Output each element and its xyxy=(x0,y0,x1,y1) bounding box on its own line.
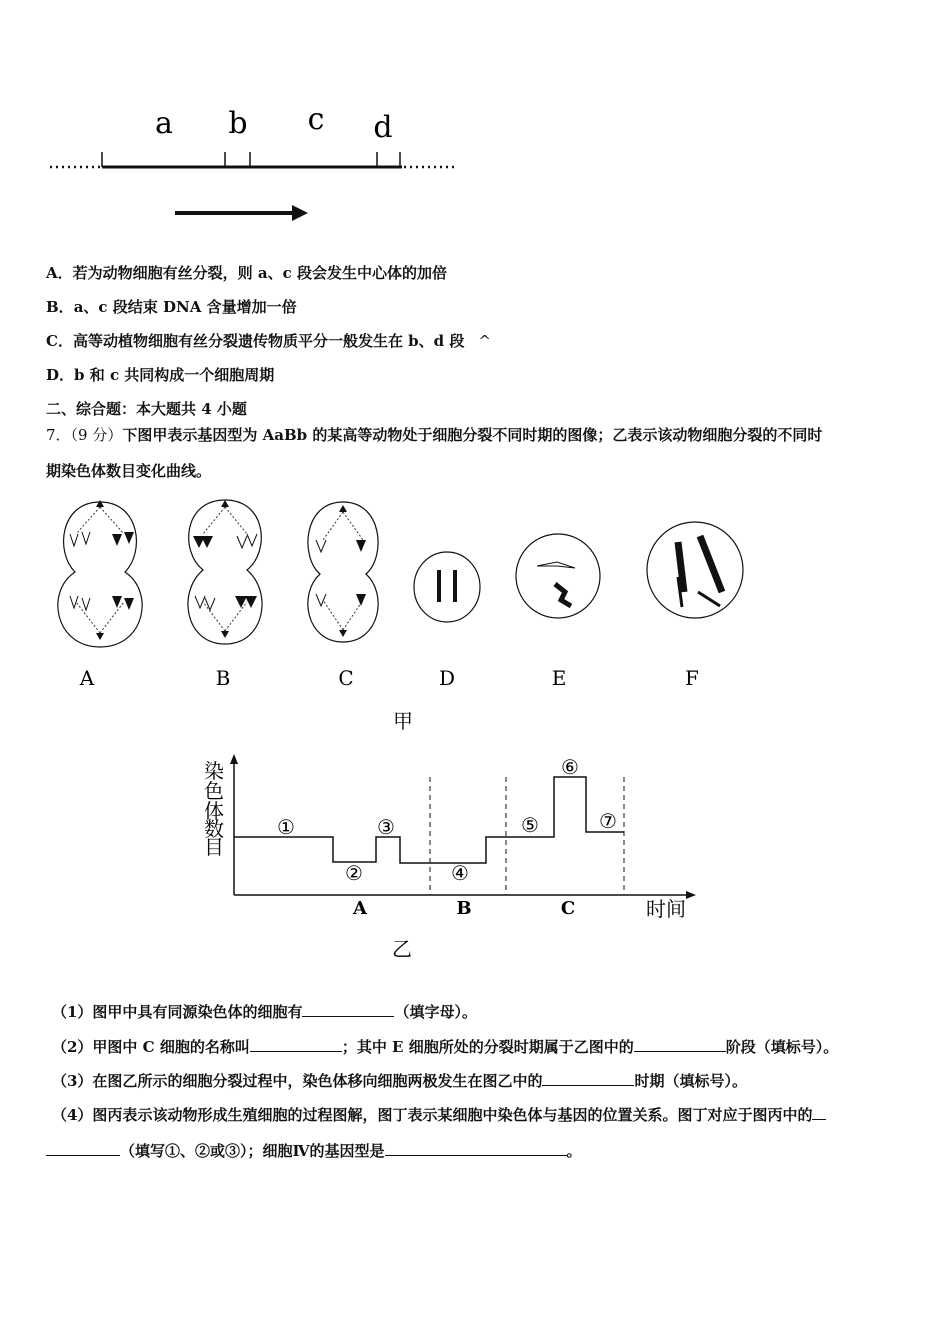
stage-marker-5: ⑤ xyxy=(521,813,539,837)
sub-q2-mid: ；其中 E 细胞所处的分裂时期属于乙图中的 xyxy=(341,1038,634,1056)
sub-q3-pre: （3）在图乙所示的细胞分裂过程中，染色体移向细胞两极发生在图乙中的 xyxy=(52,1072,543,1090)
sub-question-4-line2 xyxy=(46,1140,582,1161)
cell-d xyxy=(414,552,480,622)
option-b-letter: B． xyxy=(46,298,74,316)
cell-label-f: F xyxy=(685,666,699,690)
stage-marker-6: ⑥ xyxy=(561,755,579,779)
answer-blank-4a-start[interactable] xyxy=(812,1105,826,1120)
option-c-letter: C． xyxy=(46,332,73,350)
option-a-text: 若为动物细胞有丝分裂，则 a、c 段会发生中心体的加倍 xyxy=(72,264,447,282)
figure-jia-caption: 甲 xyxy=(393,709,413,733)
segment-label-d: d xyxy=(373,110,393,145)
stage-marker-1: ① xyxy=(277,815,295,839)
question-score: （9 分） xyxy=(70,426,123,444)
stage-marker-7: ⑦ xyxy=(599,809,617,833)
answer-blank-2a[interactable] xyxy=(250,1037,342,1052)
answer-blank-2b[interactable] xyxy=(634,1037,726,1052)
direction-arrow-head xyxy=(292,205,308,221)
sub-question-4-line1 xyxy=(52,1104,826,1125)
option-c-text: 高等动植物细胞有丝分裂遗传物质平分一般发生在 b、d 段 xyxy=(72,332,465,350)
option-a-letter: A． xyxy=(46,264,73,282)
stage-marker-2: ② xyxy=(345,861,363,885)
sub-q4-post: 。 xyxy=(566,1142,582,1160)
cell-b xyxy=(188,500,262,644)
phase-label-c: C xyxy=(560,898,576,919)
cell-label-b: B xyxy=(215,666,231,690)
sub-q2-pre: （2）甲图中 C 细胞的名称叫 xyxy=(52,1038,250,1056)
section-heading: 二、综合题：本大题共 4 小题 xyxy=(46,400,247,418)
phase-label-b: B xyxy=(456,898,472,919)
option-a xyxy=(46,262,447,283)
sub-q2-post: 阶段（填标号）。 xyxy=(725,1038,839,1056)
option-d-letter: D． xyxy=(46,366,75,384)
answer-blank-4a[interactable] xyxy=(46,1141,120,1156)
sub-q1-post: （填字母）。 xyxy=(394,1003,477,1021)
x-axis-label: 时间 xyxy=(646,897,686,921)
answer-blank-3[interactable] xyxy=(542,1071,634,1086)
cell-label-a: A xyxy=(79,666,95,690)
figure-jia xyxy=(40,492,800,737)
sub-q4-mid: （填写①、②或③）；细胞Ⅳ的基因型是 xyxy=(120,1142,385,1160)
sub-question-1 xyxy=(52,1001,477,1022)
cell-e xyxy=(516,534,600,618)
cell-f xyxy=(647,522,743,618)
y-axis-arrow xyxy=(230,754,238,764)
y-label-char-5: 目 xyxy=(204,835,224,859)
sub-q4-line1: （4）图丙表示该动物形成生殖细胞的过程图解，图丁表示某细胞中染色体与基因的位置关系。图丁对应于图丙中的 xyxy=(52,1106,813,1124)
sub-q1-pre: （1）图甲中具有同源染色体的细胞有 xyxy=(52,1003,303,1021)
sub-q3-post: 时期（填标号）。 xyxy=(634,1072,747,1090)
y-label-char-1: 染 xyxy=(204,759,224,783)
figure-yi xyxy=(190,752,710,967)
x-axis-arrow xyxy=(686,891,696,899)
segment-label-a: a xyxy=(155,106,173,141)
sub-question-2 xyxy=(52,1036,838,1057)
option-d-text: b 和 c 共同构成一个细胞周期 xyxy=(74,366,275,384)
option-d xyxy=(46,364,274,385)
option-c-mark: ^ xyxy=(478,332,491,350)
y-label-char-2: 色 xyxy=(204,779,224,803)
cell-label-e: E xyxy=(551,666,567,690)
question-7-line1 xyxy=(46,424,822,445)
segment-label-b: b xyxy=(228,106,248,141)
cell-label-d: D xyxy=(438,666,456,690)
question-text-1: 下图甲表示基因型为 AaBb 的某高等动物处于细胞分裂不同时期的图像；乙表示该动物细胞分裂的不同时 xyxy=(122,426,823,444)
answer-blank-1[interactable] xyxy=(302,1002,394,1017)
cell-a xyxy=(54,500,142,647)
y-label-char-3: 体 xyxy=(204,799,224,823)
question-number: 7． xyxy=(46,426,71,444)
stage-marker-4: ④ xyxy=(451,861,469,885)
cell-c xyxy=(308,502,378,642)
option-b xyxy=(46,296,297,317)
segment-label-c: c xyxy=(307,102,325,137)
segment-diagram xyxy=(40,95,470,230)
phase-label-a: A xyxy=(353,898,367,919)
stage-marker-3: ③ xyxy=(377,815,395,839)
option-b-text: a、c 段结束 DNA 含量增加一倍 xyxy=(73,298,297,316)
sub-question-3 xyxy=(52,1070,747,1091)
option-c xyxy=(46,330,491,351)
figure-yi-caption: 乙 xyxy=(392,937,412,961)
answer-blank-4b[interactable] xyxy=(385,1141,567,1156)
question-7-line2: 期染色体数目变化曲线。 xyxy=(46,462,212,480)
y-label-char-4: 数 xyxy=(204,817,224,841)
cell-label-c: C xyxy=(338,666,354,690)
